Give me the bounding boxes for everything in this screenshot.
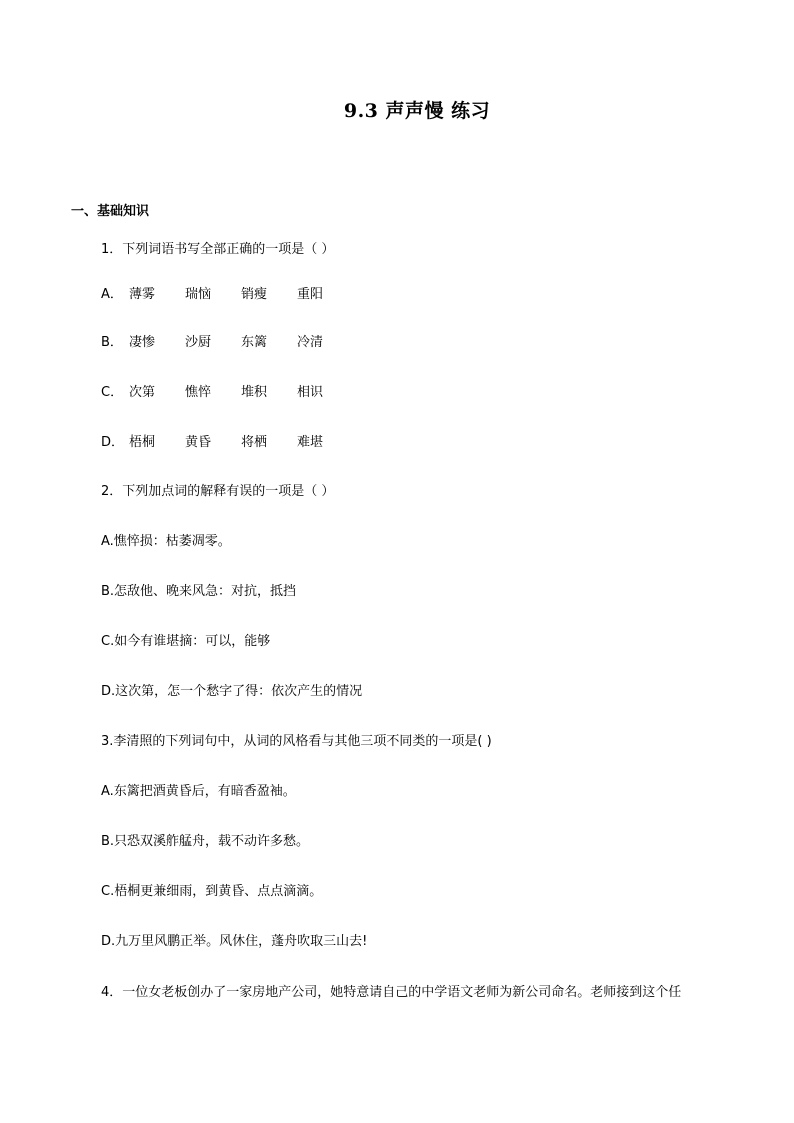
question-2-option-c: C.如今有谁堪摘：可以，能够 [101, 634, 271, 649]
section-heading: 一、基础知识 [71, 204, 150, 219]
option-word: 薄雾 [129, 287, 156, 302]
option-word: 难堪 [297, 435, 324, 450]
question-3-option-a: A.东篱把酒黄昏后，有暗香盈袖。 [101, 784, 296, 799]
option-word: 重阳 [297, 287, 324, 302]
question-1-option-a [101, 286, 353, 304]
option-word: 黄昏 [185, 435, 212, 450]
option-word: 相识 [297, 385, 324, 400]
option-word: 梧桐 [129, 435, 156, 450]
option-word: 沙厨 [185, 335, 212, 350]
question-2-option-b: B.怎敌他、晚来风急：对抗，抵挡 [101, 584, 297, 599]
question-2-stem: 2．下列加点词的解释有误的一项是（ ） [101, 484, 335, 499]
option-label: B． [101, 335, 123, 350]
option-word: 憔悴 [185, 385, 212, 400]
question-3-option-d: D.九万里风鹏正举。风休住，蓬舟吹取三山去! [101, 934, 368, 949]
option-label: D． [101, 435, 125, 450]
question-2-option-a: A.憔悴损：枯萎凋零。 [101, 534, 231, 549]
option-word: 东篱 [241, 335, 268, 350]
question-4-stem: 4．一位女老板创办了一家房地产公司，她特意请自己的中学语文老师为新公司命名。老师接到这个任 [101, 985, 682, 1000]
option-word: 冷清 [297, 335, 324, 350]
question-1-option-d [101, 434, 353, 452]
question-1-option-b [101, 334, 353, 352]
option-word: 凄惨 [129, 335, 156, 350]
question-1-option-c [101, 384, 353, 402]
question-3-option-c: C.梧桐更兼细雨，到黄昏、点点滴滴。 [101, 884, 323, 899]
option-word: 销瘦 [241, 287, 268, 302]
question-2-option-d: D.这次第，怎一个愁字了得：依次产生的情况 [101, 684, 363, 699]
option-label: A． [101, 287, 123, 302]
question-3-option-b: B.只恐双溪舴艋舟，载不动许多愁。 [101, 834, 310, 849]
option-word: 堆积 [241, 385, 268, 400]
option-word: 将栖 [241, 435, 268, 450]
option-word: 次第 [129, 385, 156, 400]
question-3-stem: 3.李清照的下列词句中，从词的风格看与其他三项不同类的一项是( ) [101, 734, 492, 749]
page-title: 9.3 声声慢 练习 [343, 100, 491, 122]
option-word: 瑞恼 [185, 287, 212, 302]
question-1-stem: 1．下列词语书写全部正确的一项是（ ） [101, 242, 335, 257]
option-label: C． [101, 385, 124, 400]
